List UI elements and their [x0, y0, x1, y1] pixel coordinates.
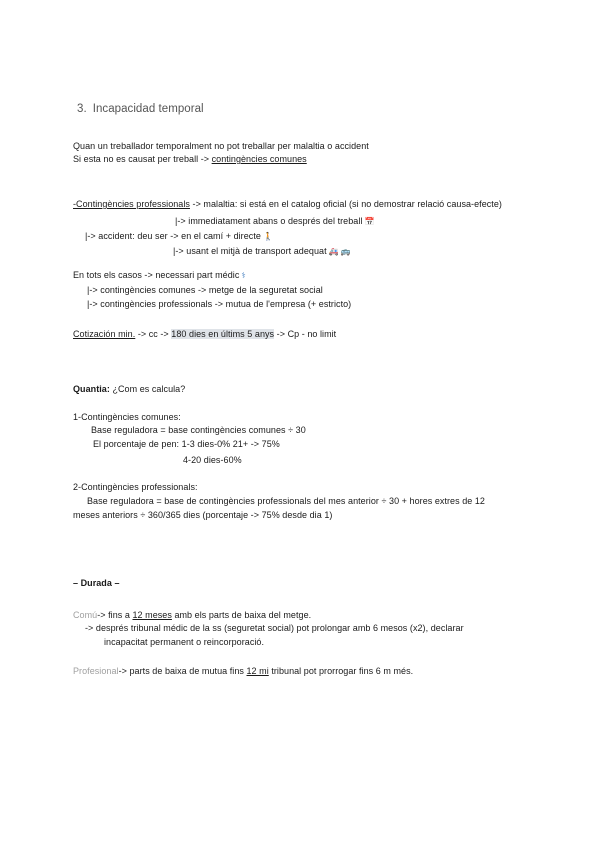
ambulance-icon: 🚑 — [328, 247, 339, 256]
comunes-percent-1: El porcentaje de pen: 1-3 dies-0% 21+ -> 75% — [93, 439, 280, 449]
professional-line-3: |-> accident: deu ser -> en el camí + directe 🚶 — [85, 231, 273, 241]
comunes-title: 1-Contingències comunes: — [73, 412, 181, 422]
profesionales-title: 2-Contingències professionals: — [73, 482, 198, 492]
profesionales-line-2: meses anteriors ÷ 360/365 dies (porcentaje -> 75% desde dia 1) — [73, 510, 333, 520]
durada-comu-line-1: Comú-> fins a 12 meses amb els parts de baixa del metge. — [73, 610, 312, 620]
all-cases-line-2: |-> contingències comunes -> metge de la seguretat social — [87, 285, 323, 295]
durada-comu-line-2: -> després tribunal médic de la ss (seguretat social) pot prolongar amb 6 mesos (x2), declarar — [85, 623, 464, 633]
stethoscope-icon: ⚕ — [241, 271, 246, 280]
durada-prof-line: Profesional-> parts de baixa de mutua fins 12 mi tribunal pot prorrogar fins 6 m més. — [73, 666, 414, 676]
professional-line-1: -Contingències professionals -> malaltia: si está en el catalog oficial (si no demostrar relació causa-efecte) — [73, 199, 502, 209]
profesionales-line-1: Base reguladora = base de contingències professionals del mes anterior ÷ 30 + hores extres de 12 — [87, 496, 485, 506]
walking-icon: 🚶 — [262, 232, 273, 241]
professional-line-4: |-> usant el mitjà de transport adequat 🚑 🚌 — [173, 246, 351, 256]
quantia-line: Quantia: ¿Com es calcula? — [73, 384, 186, 394]
cotizacion-line: Cotización min. -> cc -> 180 dies en últims 5 anys -> Cp - no limit — [73, 329, 337, 339]
durada-title: – Durada – — [73, 578, 120, 588]
intro-line-1: Quan un treballador temporalment no pot treballar per malaltia o accident — [73, 141, 369, 151]
all-cases-line-3: |-> contingències professionals -> mutua de l'empresa (+ estricto) — [87, 299, 352, 309]
professional-line-2: |-> immediatament abans o després del treball 📅 — [175, 216, 375, 226]
comunes-percent-2: 4-20 dies-60% — [183, 455, 242, 465]
all-cases-line-1: En tots els casos -> necessari part médic ⚕ — [73, 270, 246, 280]
intro-line-2: Si esta no es causat per treball -> contingències comunes — [73, 154, 307, 164]
comunes-base: Base reguladora = base contingències comunes ÷ 30 — [91, 425, 306, 435]
transport-icon: 🚌 — [340, 247, 351, 256]
calendar-icon: 📅 — [364, 217, 375, 226]
durada-comu-line-3: incapacitat permanent o reincorporació. — [104, 637, 265, 647]
section-heading: 3. Incapacidad temporal — [77, 103, 204, 115]
